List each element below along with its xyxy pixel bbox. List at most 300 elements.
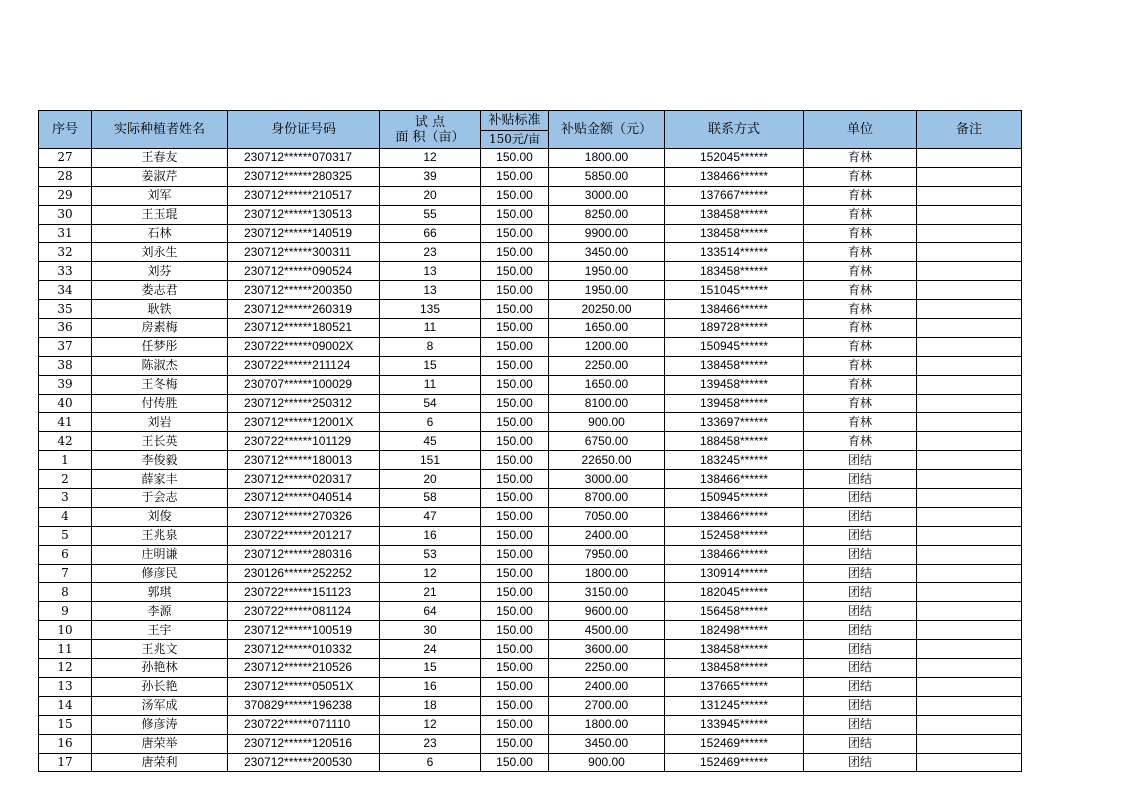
cell-area: 6 xyxy=(380,413,481,432)
cell-unit: 团结 xyxy=(804,583,917,602)
cell-amount: 1800.00 xyxy=(549,715,665,734)
cell-area: 16 xyxy=(380,526,481,545)
cell-phone: 183458****** xyxy=(665,262,804,281)
cell-unit: 育林 xyxy=(804,337,917,356)
cell-amount: 2400.00 xyxy=(549,677,665,696)
cell-unit: 团结 xyxy=(804,715,917,734)
cell-phone: 138466****** xyxy=(665,300,804,319)
table-row xyxy=(39,394,1022,413)
cell-amount: 2400.00 xyxy=(549,526,665,545)
cell-seq: 14 xyxy=(39,696,92,715)
cell-area: 11 xyxy=(380,319,481,338)
header-standard: 补贴标准 xyxy=(481,111,549,131)
cell-name: 耿铁 xyxy=(92,300,228,319)
cell-area: 24 xyxy=(380,640,481,659)
header-standard-rate: 150元/亩 xyxy=(481,131,549,149)
cell-area: 12 xyxy=(380,564,481,583)
cell-phone: 138466****** xyxy=(665,167,804,186)
cell-standard: 150.00 xyxy=(481,319,549,338)
cell-id-number: 230712******280316 xyxy=(228,545,380,564)
cell-area: 8 xyxy=(380,337,481,356)
cell-unit: 团结 xyxy=(804,753,917,772)
cell-name: 王长英 xyxy=(92,432,228,451)
cell-standard: 150.00 xyxy=(481,621,549,640)
cell-seq: 30 xyxy=(39,205,92,224)
table-row xyxy=(39,262,1022,281)
cell-amount: 2250.00 xyxy=(549,659,665,678)
cell-phone: 182498****** xyxy=(665,621,804,640)
cell-standard: 150.00 xyxy=(481,337,549,356)
cell-remark xyxy=(917,337,1022,356)
cell-id-number: 230712******200530 xyxy=(228,753,380,772)
cell-remark xyxy=(917,621,1022,640)
cell-standard: 150.00 xyxy=(481,583,549,602)
cell-amount: 1800.00 xyxy=(549,149,665,168)
cell-remark xyxy=(917,583,1022,602)
cell-area: 58 xyxy=(380,489,481,508)
cell-standard: 150.00 xyxy=(481,545,549,564)
cell-remark xyxy=(917,677,1022,696)
cell-id-number: 230722******211124 xyxy=(228,356,380,375)
cell-remark xyxy=(917,715,1022,734)
cell-id-number: 230712******210526 xyxy=(228,659,380,678)
cell-name: 修彦民 xyxy=(92,564,228,583)
cell-phone: 133514****** xyxy=(665,243,804,262)
cell-seq: 34 xyxy=(39,281,92,300)
cell-seq: 39 xyxy=(39,375,92,394)
cell-seq: 38 xyxy=(39,356,92,375)
cell-standard: 150.00 xyxy=(481,262,549,281)
header-seq: 序号 xyxy=(39,111,92,149)
cell-id-number: 230712******270326 xyxy=(228,507,380,526)
cell-standard: 150.00 xyxy=(481,715,549,734)
cell-id-number: 230712******070317 xyxy=(228,149,380,168)
cell-area: 23 xyxy=(380,243,481,262)
cell-area: 6 xyxy=(380,753,481,772)
header-id: 身份证号码 xyxy=(228,111,380,149)
cell-name: 刘军 xyxy=(92,186,228,205)
cell-id-number: 230712******12001X xyxy=(228,413,380,432)
cell-area: 12 xyxy=(380,715,481,734)
cell-remark xyxy=(917,224,1022,243)
cell-seq: 35 xyxy=(39,300,92,319)
cell-unit: 团结 xyxy=(804,564,917,583)
cell-name: 刘芬 xyxy=(92,262,228,281)
cell-remark xyxy=(917,281,1022,300)
cell-id-number: 370829******196238 xyxy=(228,696,380,715)
cell-id-number: 230712******180013 xyxy=(228,451,380,470)
cell-amount: 4500.00 xyxy=(549,621,665,640)
cell-amount: 900.00 xyxy=(549,413,665,432)
cell-remark xyxy=(917,659,1022,678)
header-unit: 单位 xyxy=(804,111,917,149)
cell-phone: 152458****** xyxy=(665,526,804,545)
cell-seq: 41 xyxy=(39,413,92,432)
cell-standard: 150.00 xyxy=(481,243,549,262)
cell-amount: 3150.00 xyxy=(549,583,665,602)
table-row xyxy=(39,526,1022,545)
cell-remark xyxy=(917,319,1022,338)
cell-remark xyxy=(917,149,1022,168)
cell-unit: 育林 xyxy=(804,432,917,451)
cell-name: 庄明谦 xyxy=(92,545,228,564)
cell-id-number: 230712******300311 xyxy=(228,243,380,262)
cell-standard: 150.00 xyxy=(481,640,549,659)
cell-amount: 9900.00 xyxy=(549,224,665,243)
cell-phone: 189728****** xyxy=(665,319,804,338)
cell-area: 16 xyxy=(380,677,481,696)
cell-amount: 7050.00 xyxy=(549,507,665,526)
cell-unit: 育林 xyxy=(804,413,917,432)
cell-phone: 133945****** xyxy=(665,715,804,734)
cell-amount: 2700.00 xyxy=(549,696,665,715)
cell-id-number: 230712******260319 xyxy=(228,300,380,319)
cell-id-number: 230712******040514 xyxy=(228,489,380,508)
cell-remark xyxy=(917,489,1022,508)
cell-remark xyxy=(917,432,1022,451)
cell-remark xyxy=(917,186,1022,205)
cell-area: 15 xyxy=(380,356,481,375)
cell-standard: 150.00 xyxy=(481,356,549,375)
cell-remark xyxy=(917,394,1022,413)
cell-id-number: 230712******180521 xyxy=(228,319,380,338)
cell-amount: 1950.00 xyxy=(549,281,665,300)
cell-standard: 150.00 xyxy=(481,564,549,583)
cell-phone: 150945****** xyxy=(665,489,804,508)
table-body xyxy=(39,149,1022,772)
cell-name: 李俊毅 xyxy=(92,451,228,470)
cell-phone: 137667****** xyxy=(665,186,804,205)
cell-id-number: 230712******210517 xyxy=(228,186,380,205)
table-row xyxy=(39,167,1022,186)
cell-seq: 1 xyxy=(39,451,92,470)
cell-standard: 150.00 xyxy=(481,489,549,508)
cell-area: 15 xyxy=(380,659,481,678)
cell-unit: 育林 xyxy=(804,356,917,375)
cell-amount: 8100.00 xyxy=(549,394,665,413)
cell-unit: 育林 xyxy=(804,375,917,394)
cell-id-number: 230712******010332 xyxy=(228,640,380,659)
table-row xyxy=(39,205,1022,224)
cell-seq: 9 xyxy=(39,602,92,621)
cell-amount: 9600.00 xyxy=(549,602,665,621)
cell-standard: 150.00 xyxy=(481,375,549,394)
cell-remark xyxy=(917,602,1022,621)
cell-id-number: 230722******151123 xyxy=(228,583,380,602)
table-row xyxy=(39,337,1022,356)
cell-remark xyxy=(917,413,1022,432)
cell-standard: 150.00 xyxy=(481,432,549,451)
cell-area: 47 xyxy=(380,507,481,526)
cell-id-number: 230722******09002X xyxy=(228,337,380,356)
table-row xyxy=(39,696,1022,715)
cell-area: 54 xyxy=(380,394,481,413)
cell-amount: 20250.00 xyxy=(549,300,665,319)
table-row xyxy=(39,224,1022,243)
cell-phone: 139458****** xyxy=(665,375,804,394)
table-row xyxy=(39,300,1022,319)
cell-area: 20 xyxy=(380,470,481,489)
cell-amount: 1950.00 xyxy=(549,262,665,281)
cell-id-number: 230712******250312 xyxy=(228,394,380,413)
cell-name: 任梦彤 xyxy=(92,337,228,356)
cell-standard: 150.00 xyxy=(481,413,549,432)
cell-remark xyxy=(917,262,1022,281)
cell-amount: 7950.00 xyxy=(549,545,665,564)
cell-unit: 育林 xyxy=(804,300,917,319)
cell-name: 唐荣举 xyxy=(92,734,228,753)
cell-name: 薛家丰 xyxy=(92,470,228,489)
cell-name: 汤军成 xyxy=(92,696,228,715)
cell-seq: 6 xyxy=(39,545,92,564)
cell-amount: 1650.00 xyxy=(549,375,665,394)
cell-remark xyxy=(917,696,1022,715)
cell-amount: 3000.00 xyxy=(549,470,665,489)
table-row xyxy=(39,659,1022,678)
cell-area: 18 xyxy=(380,696,481,715)
table-row xyxy=(39,583,1022,602)
cell-name: 姜淑芹 xyxy=(92,167,228,186)
header-area-line2: 面 积（亩） xyxy=(395,129,465,145)
cell-amount: 1650.00 xyxy=(549,319,665,338)
cell-standard: 150.00 xyxy=(481,167,549,186)
cell-remark xyxy=(917,470,1022,489)
table-row xyxy=(39,753,1022,772)
cell-remark xyxy=(917,564,1022,583)
cell-seq: 5 xyxy=(39,526,92,545)
cell-phone: 152469****** xyxy=(665,753,804,772)
cell-amount: 8250.00 xyxy=(549,205,665,224)
cell-unit: 团结 xyxy=(804,451,917,470)
cell-standard: 150.00 xyxy=(481,734,549,753)
cell-id-number: 230712******090524 xyxy=(228,262,380,281)
cell-id-number: 230712******140519 xyxy=(228,224,380,243)
header-area xyxy=(380,111,481,149)
cell-name: 修彦涛 xyxy=(92,715,228,734)
cell-area: 66 xyxy=(380,224,481,243)
cell-amount: 1200.00 xyxy=(549,337,665,356)
table-row xyxy=(39,243,1022,262)
cell-phone: 152045****** xyxy=(665,149,804,168)
cell-name: 王玉琨 xyxy=(92,205,228,224)
cell-standard: 150.00 xyxy=(481,677,549,696)
cell-area: 151 xyxy=(380,451,481,470)
cell-unit: 团结 xyxy=(804,489,917,508)
cell-standard: 150.00 xyxy=(481,205,549,224)
cell-seq: 4 xyxy=(39,507,92,526)
cell-remark xyxy=(917,507,1022,526)
cell-standard: 150.00 xyxy=(481,753,549,772)
cell-name: 刘俊 xyxy=(92,507,228,526)
cell-phone: 138466****** xyxy=(665,507,804,526)
cell-id-number: 230712******280325 xyxy=(228,167,380,186)
cell-name: 刘岩 xyxy=(92,413,228,432)
cell-seq: 28 xyxy=(39,167,92,186)
cell-unit: 育林 xyxy=(804,262,917,281)
header-remark: 备注 xyxy=(917,111,1022,149)
cell-seq: 17 xyxy=(39,753,92,772)
cell-amount: 900.00 xyxy=(549,753,665,772)
header-area-line1: 试 点 xyxy=(414,114,446,130)
cell-amount: 3450.00 xyxy=(549,243,665,262)
cell-id-number: 230712******100519 xyxy=(228,621,380,640)
cell-area: 13 xyxy=(380,262,481,281)
cell-area: 30 xyxy=(380,621,481,640)
cell-standard: 150.00 xyxy=(481,451,549,470)
cell-phone: 138466****** xyxy=(665,545,804,564)
cell-phone: 156458****** xyxy=(665,602,804,621)
cell-standard: 150.00 xyxy=(481,526,549,545)
table-row xyxy=(39,149,1022,168)
cell-name: 孙艳林 xyxy=(92,659,228,678)
cell-phone: 188458****** xyxy=(665,432,804,451)
cell-seq: 10 xyxy=(39,621,92,640)
cell-remark xyxy=(917,300,1022,319)
cell-id-number: 230722******101129 xyxy=(228,432,380,451)
cell-seq: 31 xyxy=(39,224,92,243)
cell-unit: 团结 xyxy=(804,507,917,526)
cell-phone: 130914****** xyxy=(665,564,804,583)
cell-unit: 团结 xyxy=(804,734,917,753)
cell-area: 20 xyxy=(380,186,481,205)
cell-unit: 团结 xyxy=(804,659,917,678)
cell-area: 21 xyxy=(380,583,481,602)
cell-name: 王冬梅 xyxy=(92,375,228,394)
header-name: 实际种植者姓名 xyxy=(92,111,228,149)
cell-name: 石林 xyxy=(92,224,228,243)
cell-phone: 151045****** xyxy=(665,281,804,300)
cell-name: 付传胜 xyxy=(92,394,228,413)
table-row xyxy=(39,545,1022,564)
cell-area: 39 xyxy=(380,167,481,186)
cell-name: 娄志君 xyxy=(92,281,228,300)
cell-phone: 138458****** xyxy=(665,356,804,375)
cell-remark xyxy=(917,734,1022,753)
table-row xyxy=(39,677,1022,696)
cell-standard: 150.00 xyxy=(481,659,549,678)
cell-phone: 183245****** xyxy=(665,451,804,470)
table-row xyxy=(39,734,1022,753)
cell-remark xyxy=(917,526,1022,545)
cell-standard: 150.00 xyxy=(481,394,549,413)
table-row xyxy=(39,356,1022,375)
cell-id-number: 230712******120516 xyxy=(228,734,380,753)
cell-id-number: 230712******020317 xyxy=(228,470,380,489)
cell-standard: 150.00 xyxy=(481,149,549,168)
header-phone: 联系方式 xyxy=(665,111,804,149)
cell-seq: 37 xyxy=(39,337,92,356)
cell-unit: 育林 xyxy=(804,205,917,224)
cell-phone: 137665****** xyxy=(665,677,804,696)
cell-amount: 3450.00 xyxy=(549,734,665,753)
cell-area: 11 xyxy=(380,375,481,394)
cell-unit: 团结 xyxy=(804,526,917,545)
cell-remark xyxy=(917,356,1022,375)
cell-seq: 32 xyxy=(39,243,92,262)
cell-name: 唐荣利 xyxy=(92,753,228,772)
cell-seq: 11 xyxy=(39,640,92,659)
cell-amount: 3000.00 xyxy=(549,186,665,205)
cell-amount: 3600.00 xyxy=(549,640,665,659)
cell-standard: 150.00 xyxy=(481,186,549,205)
cell-seq: 7 xyxy=(39,564,92,583)
cell-name: 郭琪 xyxy=(92,583,228,602)
cell-standard: 150.00 xyxy=(481,470,549,489)
header-amount: 补贴金额（元） xyxy=(549,111,665,149)
table-row xyxy=(39,281,1022,300)
cell-phone: 152469****** xyxy=(665,734,804,753)
cell-seq: 8 xyxy=(39,583,92,602)
cell-remark xyxy=(917,375,1022,394)
cell-amount: 8700.00 xyxy=(549,489,665,508)
cell-id-number: 230722******081124 xyxy=(228,602,380,621)
subsidy-table xyxy=(38,110,1022,772)
cell-amount: 5850.00 xyxy=(549,167,665,186)
cell-name: 王春友 xyxy=(92,149,228,168)
table-row xyxy=(39,319,1022,338)
cell-name: 陈淑杰 xyxy=(92,356,228,375)
cell-standard: 150.00 xyxy=(481,281,549,300)
cell-id-number: 230722******201217 xyxy=(228,526,380,545)
table-row xyxy=(39,507,1022,526)
cell-name: 孙长艳 xyxy=(92,677,228,696)
cell-seq: 15 xyxy=(39,715,92,734)
cell-remark xyxy=(917,167,1022,186)
cell-id-number: 230707******100029 xyxy=(228,375,380,394)
table-row xyxy=(39,602,1022,621)
cell-standard: 150.00 xyxy=(481,696,549,715)
cell-remark xyxy=(917,753,1022,772)
cell-phone: 138466****** xyxy=(665,470,804,489)
cell-remark xyxy=(917,640,1022,659)
cell-phone: 138458****** xyxy=(665,224,804,243)
cell-seq: 3 xyxy=(39,489,92,508)
cell-seq: 27 xyxy=(39,149,92,168)
table-row xyxy=(39,489,1022,508)
cell-seq: 2 xyxy=(39,470,92,489)
cell-id-number: 230712******05051X xyxy=(228,677,380,696)
table-row xyxy=(39,640,1022,659)
cell-name: 于会志 xyxy=(92,489,228,508)
cell-remark xyxy=(917,205,1022,224)
table-row xyxy=(39,432,1022,451)
cell-area: 23 xyxy=(380,734,481,753)
cell-remark xyxy=(917,243,1022,262)
cell-seq: 40 xyxy=(39,394,92,413)
table-row xyxy=(39,715,1022,734)
cell-name: 李源 xyxy=(92,602,228,621)
cell-phone: 138458****** xyxy=(665,640,804,659)
cell-id-number: 230722******071110 xyxy=(228,715,380,734)
cell-unit: 团结 xyxy=(804,470,917,489)
cell-area: 53 xyxy=(380,545,481,564)
cell-unit: 团结 xyxy=(804,677,917,696)
cell-remark xyxy=(917,451,1022,470)
cell-seq: 16 xyxy=(39,734,92,753)
cell-standard: 150.00 xyxy=(481,602,549,621)
cell-phone: 138458****** xyxy=(665,659,804,678)
table-row xyxy=(39,451,1022,470)
cell-id-number: 230712******200350 xyxy=(228,281,380,300)
cell-name: 王宇 xyxy=(92,621,228,640)
cell-unit: 团结 xyxy=(804,602,917,621)
table-row xyxy=(39,375,1022,394)
cell-phone: 139458****** xyxy=(665,394,804,413)
cell-name: 房素梅 xyxy=(92,319,228,338)
cell-seq: 29 xyxy=(39,186,92,205)
cell-area: 55 xyxy=(380,205,481,224)
cell-unit: 育林 xyxy=(804,394,917,413)
